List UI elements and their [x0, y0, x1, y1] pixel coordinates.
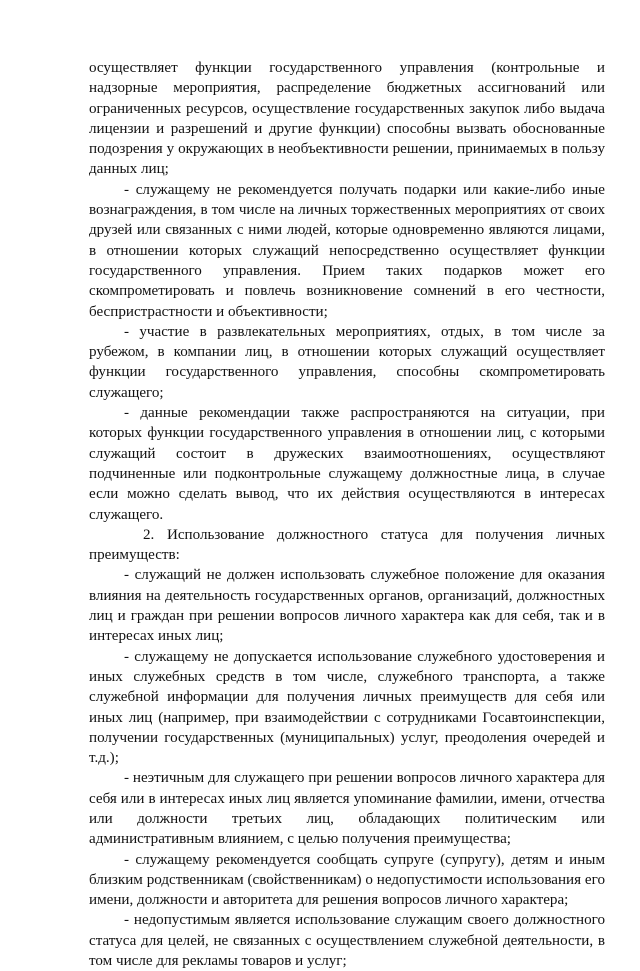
- paragraph-government-functions: осуществляет функции государственного управления (контрольные и надзорные мероприятия, распределение бюджетных ассигнований или ограниченных ресурсов, осуществление государственных закупок либо выдача лицензии и разрешений и другие функции) способны вызвать обоснованные подозрения у окружающих в необъективности решении, принимаемых в пользу данных лиц;: [89, 60, 605, 178]
- paragraph-third-parties: - неэтичным для служащего при решении вопросов личного характера для себя или в интересах иных лиц является упоминание фамилии, имени, отчества или должности третьих лиц, обладающих политическим или административным влиянием, с целью получения преимущества;: [89, 770, 605, 848]
- section-heading-personal-advantages: 2. Использование должностного статуса для получения личных преимуществ:: [89, 526, 605, 564]
- paragraph-advertising: - недопустимым является использование служащим своего должностного статуса для целей, не связанных с осуществлением служебной деятельности, в том числе для рекламы товаров и услуг;: [89, 912, 605, 970]
- paragraph-entertainment: - участие в развлекательных мероприятиях, отдых, в том числе за рубежом, в компании лиц, в отношении которых служащий осуществляет функции государственного управления, способны скомпрометировать служащего;: [89, 323, 605, 401]
- document-body: [89, 58, 605, 971]
- paragraph-friendly-relations: - данные рекомендации также распространяются на ситуации, при которых функции государственного управления в отношении лиц, с которыми служащий состоит в дружеских взаимоотношениях, осуществляют подчиненные или подконтрольные служащему должностные лица, в случае если можно сделать вывод, что их действия осуществляются в интересах служащего.: [89, 405, 605, 523]
- paragraph-gifts: - служащему не рекомендуется получать подарки или какие-либо иные вознаграждения, в том числе на личных торжественных мероприятиях от своих друзей или связанных с ними людей, которые одновременно являются лицами, в отношении которых служащий непосредственно осуществляет функции государственного управления. Прием таких подарков может его скомпрометировать и повлечь возникновение сомнений в его честности, беспристрастности и объективности;: [89, 181, 605, 320]
- paragraph-official-position: - служащий не должен использовать служебное положение для оказания влияния на деятельность государственных органов, организаций, должностных лиц и граждан при решении вопросов личного характера как для себя, так и в интересах иных лиц;: [89, 567, 605, 645]
- paragraph-relatives: - служащему рекомендуется сообщать супруге (супругу), детям и иным близким родственникам (свойственникам) о недопустимости использования его имени, должности и авторитета для решения вопросов личного характера;: [89, 851, 605, 909]
- paragraph-official-id: - служащему не допускается использование служебного удостоверения и иных служебных средств в том числе, служебного транспорта, а также служебной информации для получения личных преимуществ для себя или иных лиц (например, при взаимодействии с сотрудниками Госавтоинспекции, получении государственных (муниципальных) услуг, преодоления очередей и т.д.);: [89, 648, 605, 767]
